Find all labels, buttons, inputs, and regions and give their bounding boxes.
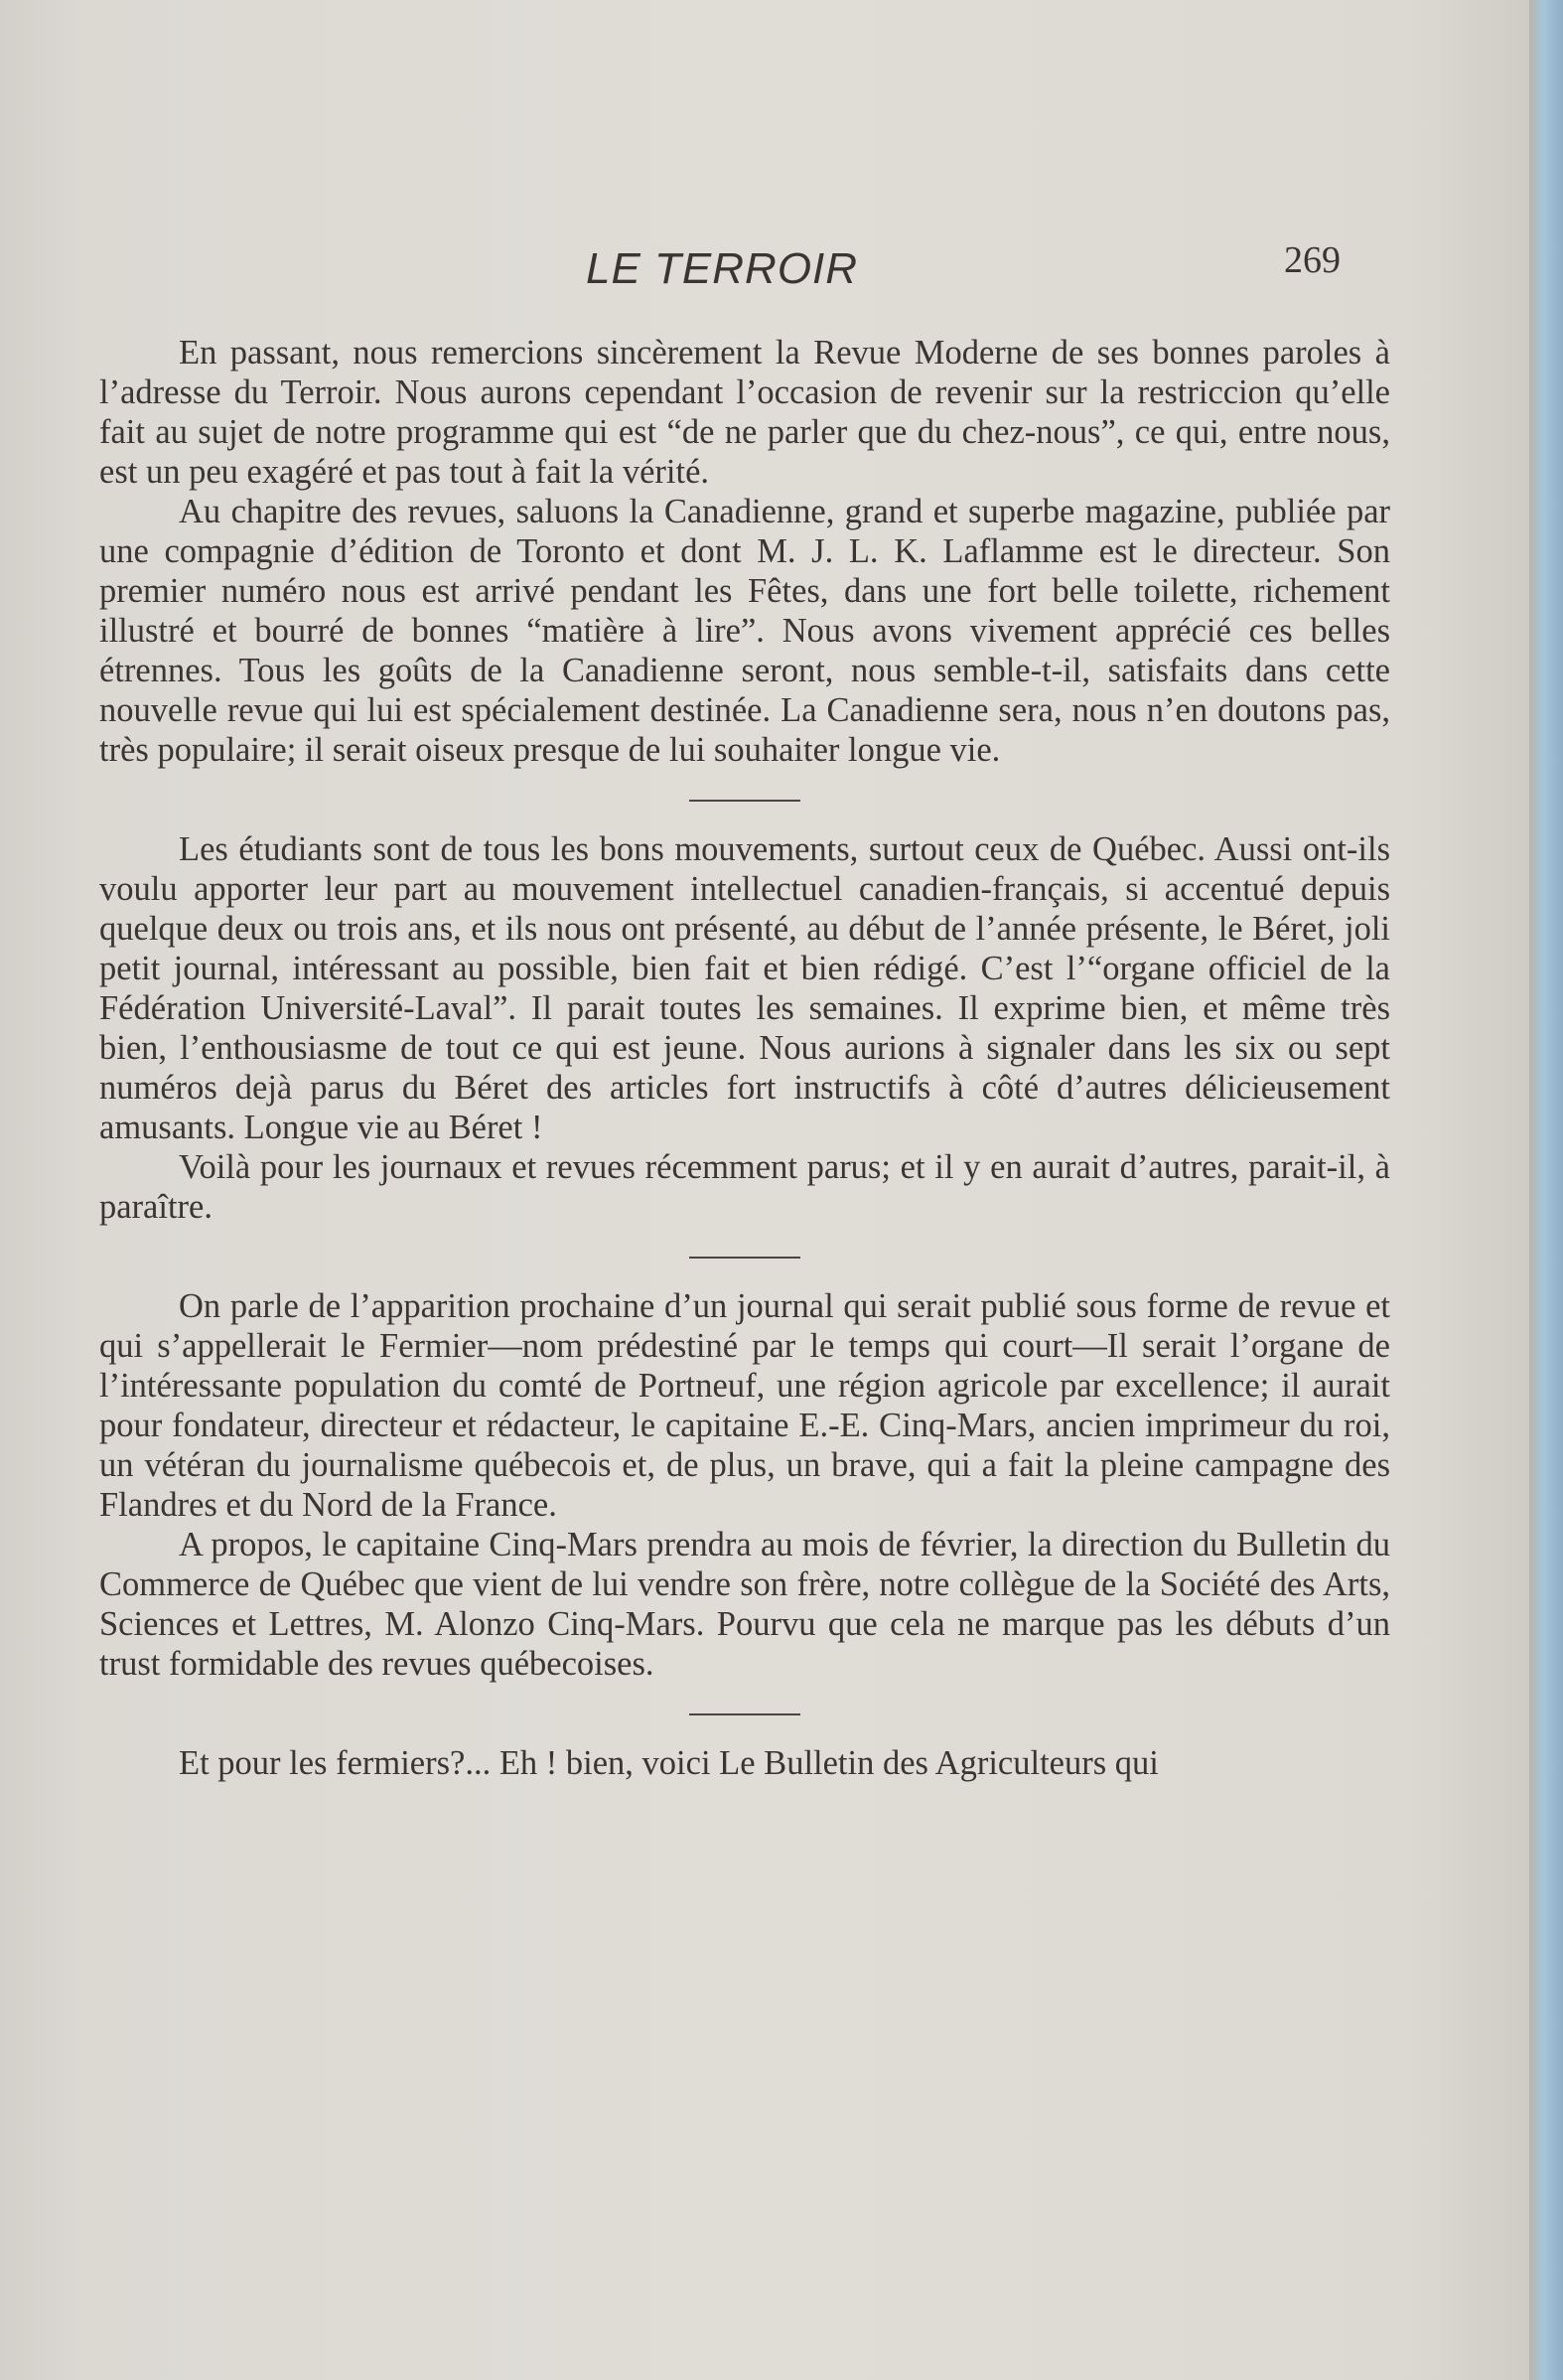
paragraph-journaux-revues: Voilà pour les journaux et revues récemment parus; et il y en aurait d’autres, parait-il, à paraître.: [99, 1148, 1390, 1226]
paragraph-bulletin-agriculteurs: Et pour les fermiers?... Eh ! bien, voici Le Bulletin des Agriculteurs qui: [179, 1744, 1159, 1782]
page-number: 269: [1284, 239, 1341, 281]
page-header: [576, 238, 1350, 298]
section-divider: [689, 1257, 800, 1259]
paragraph-cinq-mars: A propos, le capitaine Cinq-Mars prendra au mois de février, la direction du Bulletin du Commerce de Québec que vient de lui vendre son frère, notre collègue de la Société des Arts, Sciences et Lettres, M. Alonzo Cinq-Mars. Pourvu que cela ne marque pas les débuts d’un trust formidable des revues québecoises.: [99, 1526, 1390, 1683]
book-spine-edge: [1529, 0, 1563, 2380]
paragraph-canadienne: Au chapitre des revues, saluons la Canadienne, grand et superbe magazine, publiée par une compagnie d’édition de Toronto et dont M. J. L. K. Laflamme est le directeur. Son premier numéro nous est arrivé pendant les Fêtes, dans une fort belle toilette, richement illustré et bourré de bonnes “matière à lire”. Nous avons vivement apprécié ces belles étrennes. Tous les goûts de la Canadienne seront, nous semble-t-il, satisfaits dans cette nouvelle revue qui lui est spécialement destinée. La Canadienne sera, nous n’en doutons pas, très populaire; il serait oiseux presque de lui souhaiter longue vie.: [99, 493, 1390, 769]
section-divider: [689, 1713, 800, 1715]
paragraph-etudiants-beret: Les étudiants sont de tous les bons mouvements, surtout ceux de Québec. Aussi ont-ils voulu apporter leur part au mouvement intellectuel canadien-français, si accentué depuis quelque deux ou trois ans, et ils nous ont présenté, au début de l’année présente, le Béret, joli petit journal, intéressant au possible, bien fait et bien rédigé. C’est l’“organe officiel de la Fédération Université-Laval”. Il parait toutes les semaines. Il exprime bien, et même très bien, l’enthousiasme de tout ce qui est jeune. Nous aurions à signaler dans les six ou sept numéros dejà parus du Béret des articles fort instructifs à côté d’autres délicieusement amusants. Longue vie au Béret !: [99, 830, 1390, 1146]
body-text: [99, 333, 1390, 1783]
paragraph-revue-moderne: En passant, nous remercions sincèrement la Revue Moderne de ses bonnes paroles à l’adresse du Terroir. Nous aurons cependant l’occasion de revenir sur la restriccion qu’elle fait au sujet de notre programme qui est “de ne parler que du chez-nous”, ce qui, entre nous, est un peu exagéré et pas tout à fait la vérité.: [99, 334, 1390, 491]
running-title: LE TERROIR: [586, 244, 859, 293]
section-divider: [689, 800, 800, 802]
paragraph-fermier: On parle de l’apparition prochaine d’un journal qui serait publié sous forme de revue et qui s’appellerait le Fermier—nom prédestiné par le temps qui court—Il serait l’organe de l’intéressante population du comté de Portneuf, une région agricole par excellence; il aurait pour fondateur, directeur et rédacteur, le capitaine E.-E. Cinq-Mars, ancien imprimeur du roi, un vétéran du journalisme québecois et, de plus, un brave, qui a fait la pleine campagne des Flandres et du Nord de la France.: [99, 1287, 1390, 1524]
